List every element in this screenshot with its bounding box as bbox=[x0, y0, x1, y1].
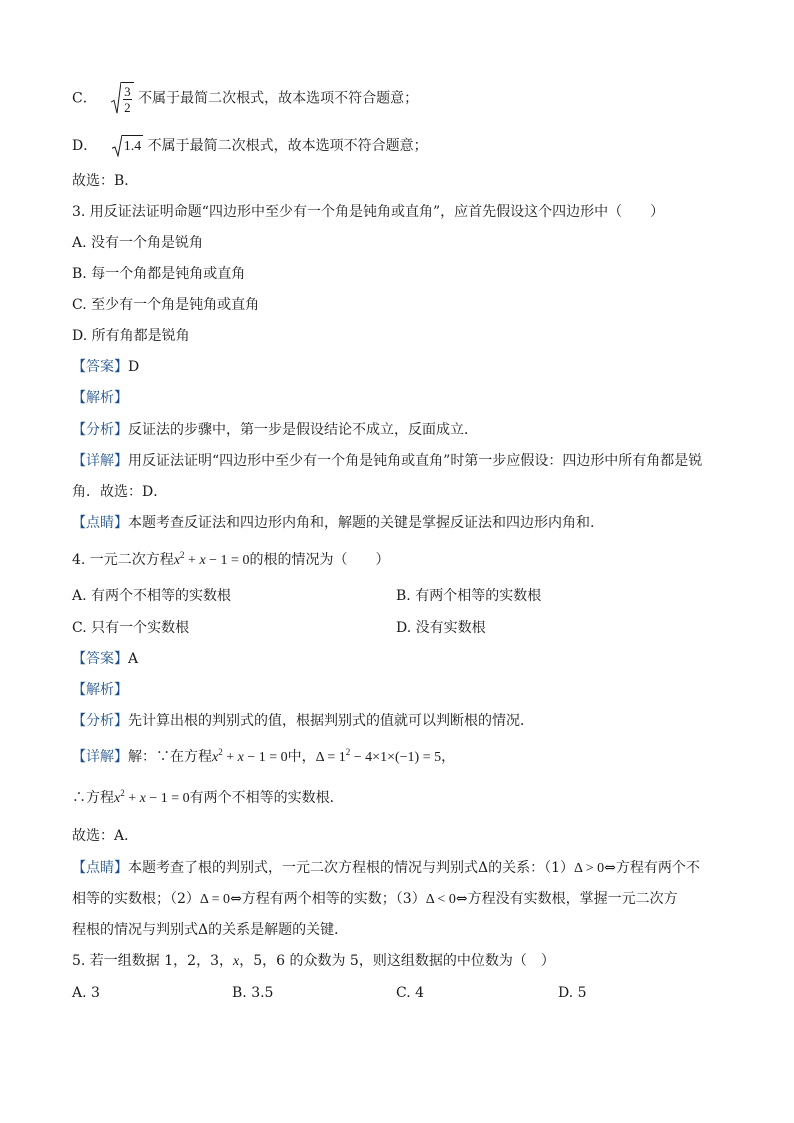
discriminant-calc: $\Delta = 1^2 - 4\times 1\times(-1) = 5$ bbox=[315, 747, 442, 765]
option-d-prefix: D． bbox=[72, 138, 98, 154]
dianjing-tag: 【点睛】 bbox=[72, 515, 128, 531]
question-3-option-b: B. 每一个角都是钝角或直角 bbox=[72, 266, 246, 282]
xiangjie-3-line-1 bbox=[72, 451, 702, 471]
question-3-option-c: C. 至少有一个角是钝角或直角 bbox=[72, 297, 260, 313]
xiangjie-text: 用反证法证明“四边形中至少有一个角是钝角或直角”时第一步应假设：四边形中所有角都是锐 bbox=[128, 453, 703, 469]
question-5-option-b: B. 3.5 bbox=[232, 985, 274, 1001]
dianjing-4-line-3: 程根的情况与判别式Δ的关系是解题的关键． bbox=[72, 922, 349, 938]
question-4: 4. 一元二次方程$x^2 + x - 1 = 0$的根的情况为（ ） bbox=[72, 550, 390, 568]
fenxi-text: 反证法的步骤中，第一步是假设结论不成立，反面成立． bbox=[128, 422, 478, 438]
xiangjie-tag: 【详解】 bbox=[72, 453, 128, 469]
question-3-option-d: D. 所有角都是锐角 bbox=[72, 328, 190, 344]
option-d-line bbox=[72, 135, 428, 157]
dianjing-3-line bbox=[72, 513, 594, 533]
conclusion-b: 故选：B． bbox=[72, 173, 139, 189]
question-3-option-a: A. 没有一个角是锐角 bbox=[72, 235, 204, 251]
fraction: $\frac{3}{2}$ bbox=[124, 84, 131, 115]
question-3: 3. 用反证法证明命题“四边形中至少有一个角是钝角或直角”，应首先假设这个四边形中（ ） bbox=[72, 204, 665, 220]
answer-value: D bbox=[128, 359, 140, 375]
dianjing-text: 本题考查反证法和四边形内角和，解题的关键是掌握反证法和四边形内角和. bbox=[128, 515, 595, 531]
dianjing-tag: 【点睛】 bbox=[72, 860, 128, 876]
xiangjie-tag: 【详解】 bbox=[72, 749, 128, 765]
fenxi-4-line bbox=[72, 711, 534, 731]
question-4-option-c: C. 只有一个实数根 bbox=[72, 620, 190, 636]
question-5-option-c: C. 4 bbox=[396, 985, 425, 1001]
fenxi-3-line bbox=[72, 420, 478, 440]
answer-tag: 【答案】 bbox=[72, 359, 128, 375]
analysis-tag-4: 【解析】 bbox=[72, 682, 128, 698]
xiangjie-3-line-2: 角．故选：D． bbox=[72, 484, 168, 500]
option-d-text: 不属于最简二次根式，故本选项不符合题意； bbox=[147, 138, 428, 154]
equation: $x^2 + x - 1 = 0$ bbox=[173, 550, 250, 568]
question-5-option-d: D. 5 bbox=[558, 985, 587, 1001]
option-c-text: 不属于最简二次根式，故本选项不符合题意； bbox=[138, 90, 419, 107]
xiangjie-4-line: 【详解】解：∵在方程$x^2 + x - 1 = 0$中，$\Delta = 1^2 - 4\times 1\times(-1) = 5$， bbox=[72, 747, 456, 765]
sqrt-fraction bbox=[111, 82, 134, 115]
radical-sign-icon bbox=[112, 135, 122, 157]
answer-4-line bbox=[72, 649, 138, 669]
therefore-line: ∴方程$x^2 + x - 1 = 0$有两个不相等的实数根． bbox=[72, 788, 344, 806]
equation: $x^2 + x - 1 = 0$ bbox=[114, 788, 190, 806]
question-5-option-a: A. 3 bbox=[72, 985, 100, 1001]
radical-sign-icon bbox=[111, 82, 121, 115]
question-5: 5. 若一组数据 1，2，3，x，5，6 的众数为 5，则这组数据的中位数为（ ） bbox=[72, 953, 555, 969]
option-c-line bbox=[72, 82, 418, 115]
equation: $x^2 + x - 1 = 0$ bbox=[212, 747, 288, 765]
question-4-option-a: A. 有两个不相等的实数根 bbox=[72, 588, 232, 604]
answer-value: A bbox=[128, 651, 139, 667]
analysis-tag-3: 【解析】 bbox=[72, 390, 128, 406]
option-c-prefix: C． bbox=[72, 90, 97, 107]
question-4-option-b: B. 有两个相等的实数根 bbox=[396, 588, 542, 604]
sqrt-decimal: 1.4 bbox=[112, 135, 144, 157]
fenxi-tag: 【分析】 bbox=[72, 422, 128, 438]
question-4-option-d: D. 没有实数根 bbox=[396, 620, 486, 636]
answer-3-line bbox=[72, 357, 139, 377]
answer-tag: 【答案】 bbox=[72, 651, 128, 667]
dianjing-4-line-1: 【点睛】本题考查了根的判别式，一元二次方程根的情况与判别式Δ的关系：（1）Δ > 0⇔方程有两个不 bbox=[72, 860, 700, 876]
dianjing-4-line-2: 相等的实数根；（2）Δ = 0⇔方程有两个相等的实数；（3）Δ < 0⇔方程没有实数根，掌握一元二次方 bbox=[72, 891, 678, 907]
conclusion-a: 故选：A． bbox=[72, 828, 139, 844]
fenxi-tag: 【分析】 bbox=[72, 713, 128, 729]
fenxi-text: 先计算出根的判别式的值，根据判别式的值就可以判断根的情况． bbox=[128, 713, 534, 729]
